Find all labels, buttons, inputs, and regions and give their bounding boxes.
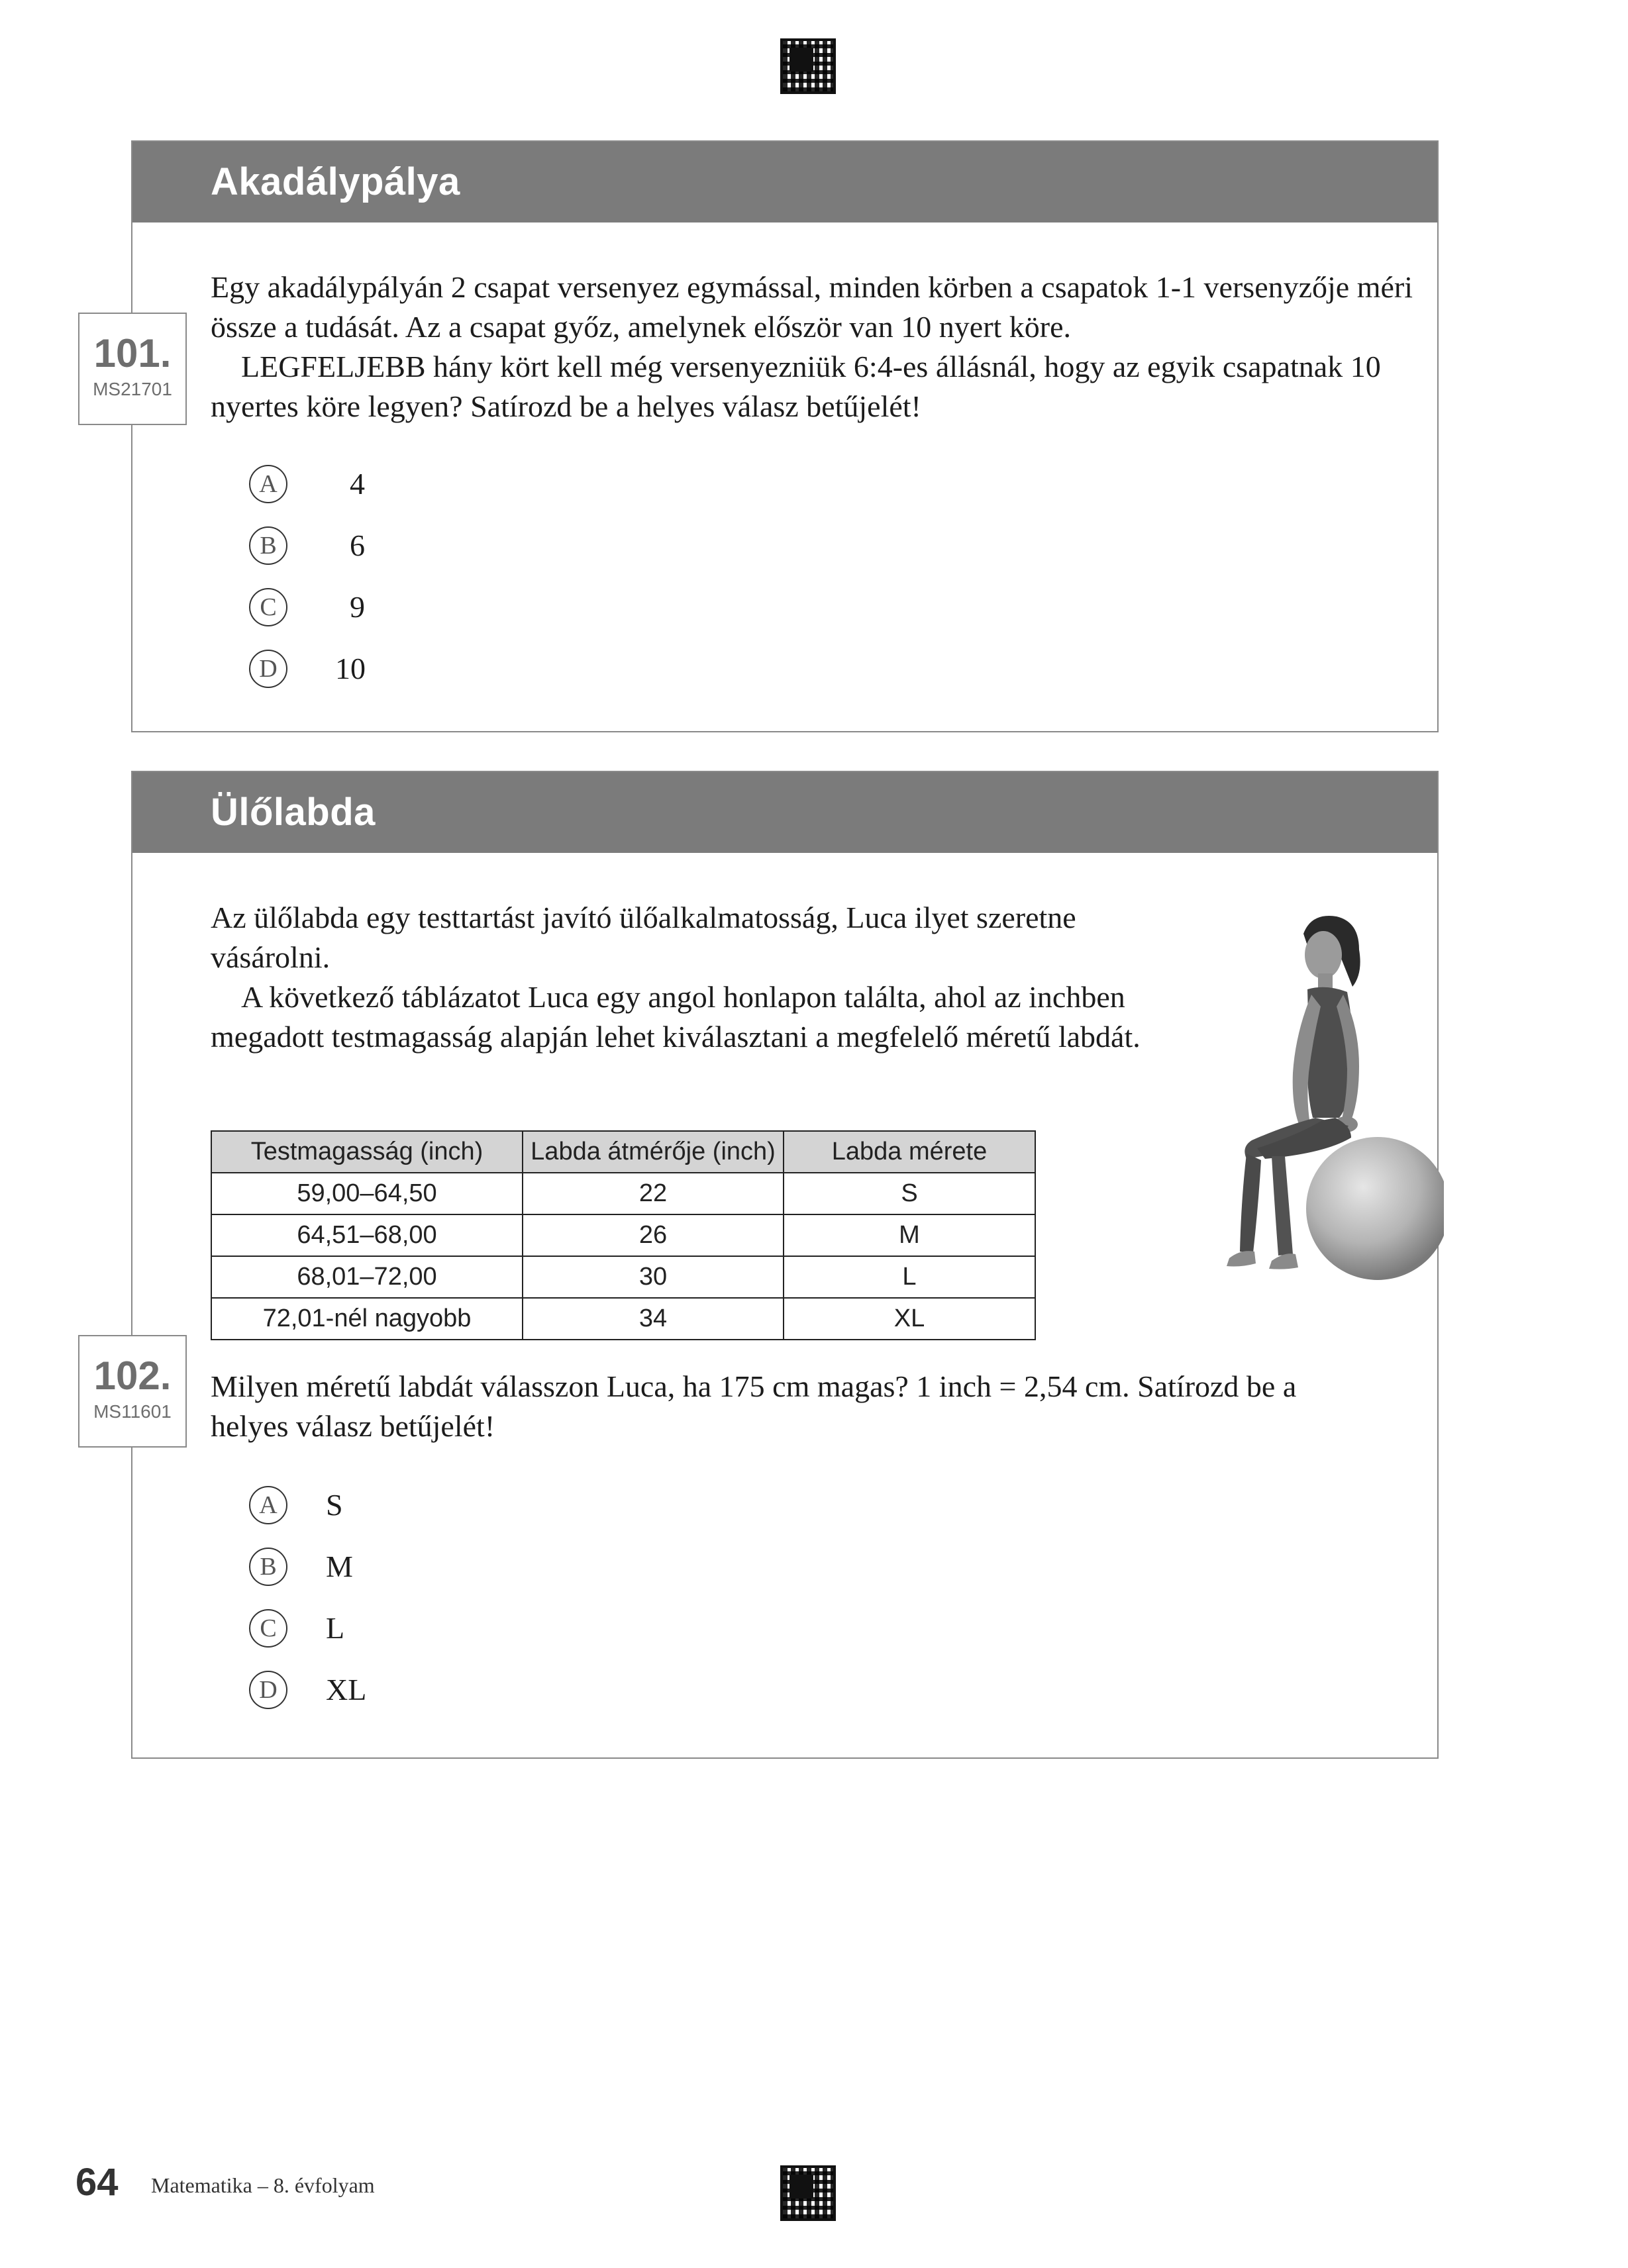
section-title: Akadálypálya	[132, 142, 1437, 222]
page-number: 64	[76, 2161, 119, 2204]
question-code: MS21701	[93, 379, 172, 399]
question-number: 101.	[93, 331, 172, 375]
table-cell: L	[784, 1256, 1035, 1298]
question-number-box	[78, 313, 187, 425]
table-row	[211, 1173, 1035, 1214]
option-letter-circle[interactable]: C	[249, 588, 287, 626]
woman-on-ball-illustration	[1186, 907, 1444, 1318]
question-number: 102.	[93, 1354, 172, 1398]
table-cell: 30	[523, 1256, 784, 1298]
table-header: Labda átmérője (inch)	[523, 1131, 784, 1173]
table-cell: 22	[523, 1173, 784, 1214]
table-cell: S	[784, 1173, 1035, 1214]
table-cell: 68,01–72,00	[211, 1256, 523, 1298]
footer-title: Matematika – 8. évfolyam	[151, 2173, 375, 2197]
option-value: 6	[350, 528, 365, 562]
option-letter-circle[interactable]: D	[249, 1671, 287, 1709]
question-number-box	[78, 1335, 187, 1448]
option-letter-circle[interactable]: B	[249, 526, 287, 565]
table-cell: 72,01-nél nagyobb	[211, 1298, 523, 1340]
table-cell: 34	[523, 1298, 784, 1340]
table-row	[211, 1214, 1035, 1256]
option-letter-circle[interactable]: A	[249, 465, 287, 503]
table-cell: 64,51–68,00	[211, 1214, 523, 1256]
question-paragraph: LEGFELJEBB hány kört kell még versenyezniük 6:4-es állásnál, hogy az egyik csapatnak 10 nyertes köre legyen? Satírozd be a helyes válasz betűjelét!	[211, 350, 1381, 423]
table-row	[211, 1256, 1035, 1298]
intro-paragraph: A következő táblázatot Luca egy angol honlapon találta, ahol az inchben megadott testmagasság alapján lehet kiválasztani a megfelelő méretű labdát.	[211, 980, 1141, 1054]
option-value: 4	[350, 467, 365, 501]
table-cell: 26	[523, 1214, 784, 1256]
option-value: 9	[350, 590, 365, 624]
option-letter-circle[interactable]: B	[249, 1548, 287, 1586]
option-letter-circle[interactable]: C	[249, 1609, 287, 1648]
table-cell: M	[784, 1214, 1035, 1256]
option-letter-circle[interactable]: D	[249, 650, 287, 688]
question-paragraph: Milyen méretű labdát válasszon Luca, ha 175 cm magas? 1 inch = 2,54 cm. Satírozd be a helyes válasz betűjelét!	[211, 1369, 1297, 1443]
size-table	[211, 1130, 1036, 1340]
question-text	[211, 1367, 1363, 1446]
table-cell: XL	[784, 1298, 1035, 1340]
option-value: S	[326, 1488, 343, 1522]
table-header: Testmagasság (inch)	[211, 1131, 523, 1173]
table-cell: 59,00–64,50	[211, 1173, 523, 1214]
question-text	[211, 268, 1423, 426]
table-header-row	[211, 1131, 1035, 1173]
intro-paragraph: Az ülőlabda egy testtartást javító ülőalkalmatosság, Luca ilyet szeretne vásárolni.	[211, 901, 1076, 974]
option-letter-circle[interactable]: A	[249, 1486, 287, 1524]
section-title: Ülőlabda	[132, 772, 1437, 853]
option-value: XL	[326, 1673, 367, 1706]
bottom-barcode-icon	[780, 2165, 836, 2221]
section-akadalypalya	[131, 140, 1439, 732]
top-barcode-icon	[780, 38, 836, 94]
option-value: 10	[335, 652, 366, 685]
table-header: Labda mérete	[784, 1131, 1035, 1173]
question-code: MS11601	[93, 1401, 172, 1422]
option-value: M	[326, 1550, 353, 1583]
question-paragraph: Egy akadálypályán 2 csapat versenyez egymással, minden körben a csapatok 1-1 versenyzője méri össze a tudását. Az a csapat győz, amelynek először van 10 nyert köre.	[211, 270, 1413, 344]
intro-text	[211, 898, 1197, 1057]
table-row	[211, 1298, 1035, 1340]
option-value: L	[326, 1611, 345, 1645]
